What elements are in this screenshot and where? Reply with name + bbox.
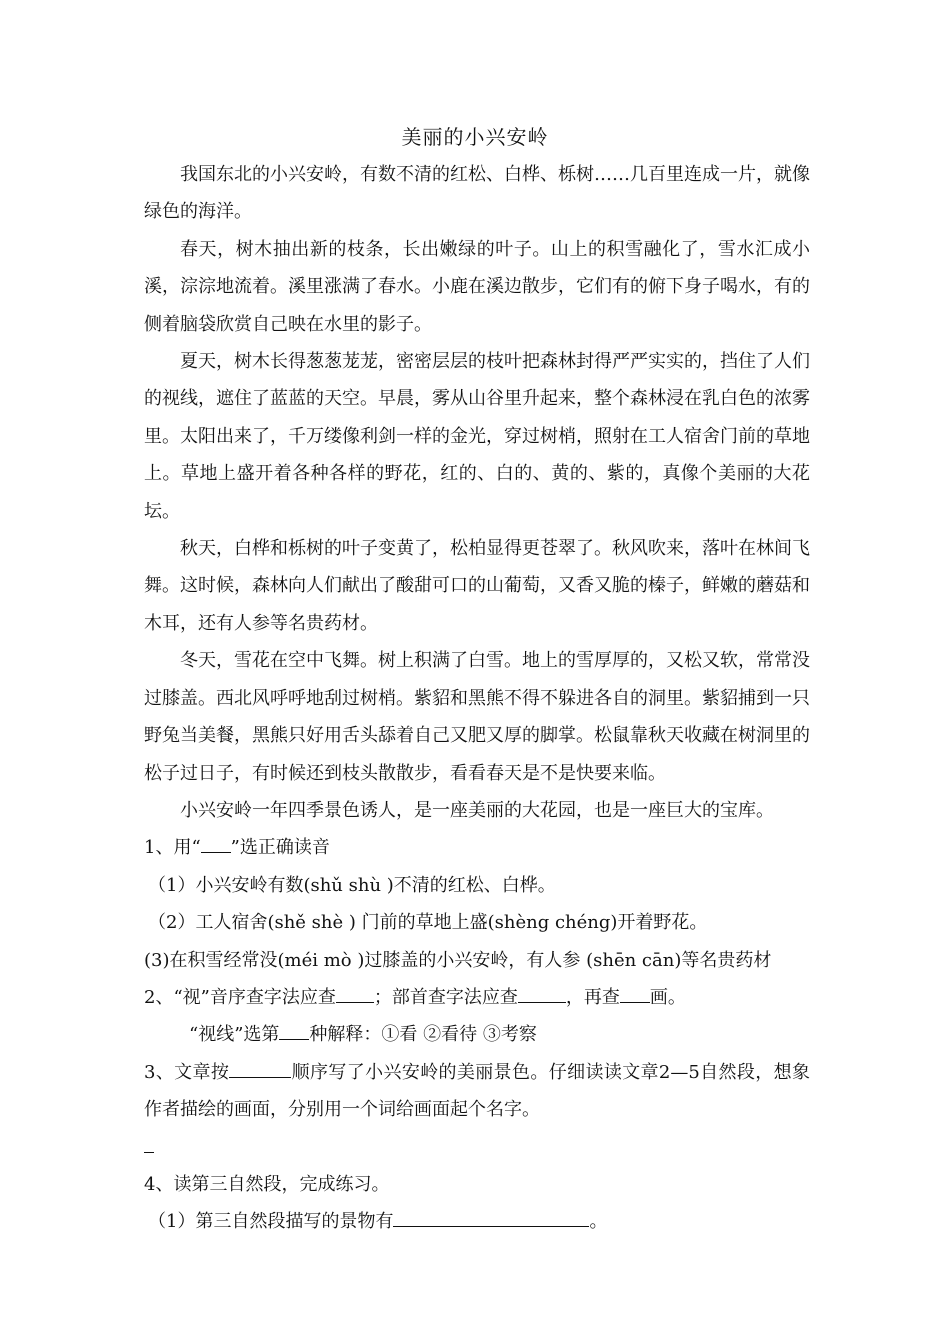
document-title: 美丽的小兴安岭 bbox=[401, 125, 549, 149]
blank bbox=[336, 982, 374, 1003]
question-1-heading: 1、用“ ”选正确读音 bbox=[144, 829, 810, 866]
paragraph-6: 小兴安岭一年四季景色诱人，是一座美丽的大花园，也是一座巨大的宝库。 bbox=[180, 799, 774, 821]
paragraph-5: 冬天，雪花在空中飞舞。树上积满了白雪。地上的雪厚厚的，又松又软，常常没过膝盖。西北风呼呼地刮过树梢。紫貂和黑熊不得不躲进各自的洞里。紫貂捕到一只野兔当美餐，黑熊只好用舌头舔着自己又肥又厚的脚掌。松鼠靠秋天收藏在树洞里的松子过日子，有时候还到枝头散散步，看看春天是不是快要来临。 bbox=[144, 650, 810, 784]
question-3: 3、文章按 顺序写了小兴安岭的美丽景色。仔细读读文章2—5自然段，想象作者描绘的画面，分别用一个词给画面起个名字。 bbox=[144, 1054, 810, 1129]
paragraph-3: 夏天，树木长得葱葱茏茏，密密层层的枝叶把森林封得严严实实的，挡住了人们的视线，遮住了蓝蓝的天空。早晨，雾从山谷里升起来，整个森林浸在乳白色的浓雾里。太阳出来了，千万缕像利剑一样的金光，穿过树梢，照射在工人宿舍门前的草地上。草地上盛开着各种各样的野花，红的、白的、黄的、紫的，真像个美丽的大花坛。 bbox=[144, 351, 810, 522]
question-2: 2、“视”音序查字法应查 ；部首查字法应查 ，再查 画。 bbox=[144, 979, 810, 1016]
question-1-item-1: （1）小兴安岭有数(shǔ shù )不清的红松、白桦。 bbox=[148, 874, 556, 896]
blank bbox=[518, 982, 566, 1003]
paragraph-4: 秋天，白桦和栎树的叶子变黄了，松柏显得更苍翠了。秋风吹来，落叶在林间飞舞。这时候，森林向人们献出了酸甜可口的山葡萄，又香又脆的榛子，鲜嫩的蘑菇和木耳，还有人参等名贵药材。 bbox=[144, 538, 810, 634]
question-1-item-2: （2）工人宿舍(shě shè ) 门前的草地上盛(shèng chéng)开着野花。 bbox=[148, 912, 708, 934]
blank bbox=[201, 832, 231, 853]
blank bbox=[144, 1132, 154, 1153]
blank bbox=[393, 1206, 589, 1227]
answer-line bbox=[144, 1129, 810, 1166]
question-4-heading: 4、读第三自然段，完成练习。 bbox=[144, 1173, 390, 1195]
question-4-item-1: （1）第三自然段描写的景物有 。 bbox=[144, 1203, 810, 1240]
blank bbox=[279, 1019, 309, 1040]
blank bbox=[620, 982, 650, 1003]
paragraph-1: 我国东北的小兴安岭，有数不清的红松、白桦、栎树……几百里连成一片，就像绿色的海洋。 bbox=[144, 164, 810, 223]
document-body bbox=[144, 156, 810, 1240]
question-1-item-3: (3)在积雪经常没(méi mò )过膝盖的小兴安岭，有人参 (shēn cān)等名贵药材 bbox=[144, 949, 772, 971]
question-2-sub: “视线”选第 种解释：①看 ②看待 ③考察 bbox=[144, 1016, 810, 1053]
blank bbox=[229, 1057, 291, 1078]
paragraph-2: 春天，树木抽出新的枝条，长出嫩绿的叶子。山上的积雪融化了，雪水汇成小溪，淙淙地流着。溪里涨满了春水。小鹿在溪边散步，它们有的俯下身子喝水，有的侧着脑袋欣赏自己映在水里的影子。 bbox=[144, 238, 810, 335]
